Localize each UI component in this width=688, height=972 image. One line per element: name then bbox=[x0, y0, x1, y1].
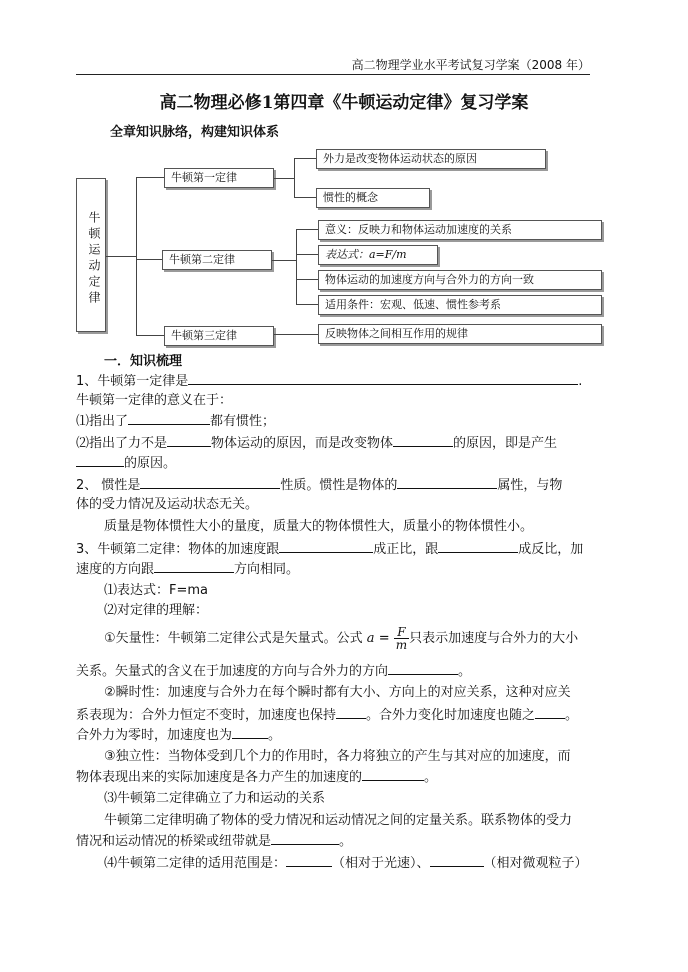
text-line: 体的受力情况及运动状态无关。 bbox=[76, 497, 259, 512]
fill-blank[interactable] bbox=[430, 852, 484, 867]
connector bbox=[136, 177, 164, 178]
connector bbox=[296, 229, 297, 305]
fill-blank[interactable] bbox=[362, 766, 424, 781]
fill-blank[interactable] bbox=[154, 558, 234, 573]
document-title: 高二物理必修1第四章《牛顿运动定律》复习学案 bbox=[159, 93, 529, 113]
section-subtitle: 全章知识脉络，构建知识体系 bbox=[110, 125, 280, 140]
law2-item-1: 意义：反映力和物体运动加速度的关系 bbox=[318, 220, 602, 240]
text-line: 3、牛顿第二定律：物体的加速度跟 成正比，跟 成反比，加 bbox=[76, 538, 616, 561]
fill-blank[interactable] bbox=[393, 432, 453, 447]
text-line: ⑴表达式：F=ma bbox=[104, 583, 209, 598]
text-line: 牛顿第一定律的意义在于： bbox=[76, 393, 233, 408]
fill-blank[interactable] bbox=[188, 370, 578, 385]
text-line: ⑷牛顿第二定律的适用范围是： （相对于光速）、 （相对微观粒子） bbox=[104, 852, 644, 875]
text-line: 速度的方向跟 方向相同。 bbox=[76, 558, 616, 581]
text-line: 关系。矢量式的含义在于加速度的方向与合外力的方向 。 bbox=[76, 660, 616, 683]
law3-item-1: 反映物体之间相互作用的规律 bbox=[318, 324, 602, 344]
text-line: 质量是物体惯性大小的量度，质量大的物体惯性大，质量小的物体惯性小。 bbox=[104, 519, 534, 534]
connector bbox=[294, 158, 316, 159]
law2-item-3: 物体运动的加速度方向与合外力的方向一致 bbox=[318, 270, 602, 290]
text-line: ⑴指出了 都有惯性； bbox=[76, 410, 616, 433]
fill-blank[interactable] bbox=[76, 452, 124, 467]
fill-blank[interactable] bbox=[232, 724, 268, 739]
connector bbox=[274, 334, 318, 335]
fill-blank[interactable] bbox=[397, 474, 497, 489]
law2-item-2: 表达式：a=F/m bbox=[318, 245, 438, 265]
law1-item-1: 外力是改变物体运动状态的原因 bbox=[316, 149, 546, 169]
text-line: 的原因。 bbox=[76, 452, 616, 475]
law1-item-2: 惯性的概念 bbox=[316, 188, 430, 208]
formula-fraction: $\frac{F}{m}$ bbox=[395, 625, 408, 652]
text-line: 2、 惯性是 性质。惯性是物体的 属性，与物 bbox=[76, 474, 616, 497]
fill-blank[interactable] bbox=[286, 852, 332, 867]
connector bbox=[136, 177, 137, 335]
text-line: 系表现为：合外力恒定不变时，加速度也保持 。合外力变化时加速度也随之 。 bbox=[76, 704, 616, 727]
connector bbox=[296, 254, 318, 255]
connector bbox=[294, 197, 316, 198]
connector bbox=[294, 158, 295, 198]
fill-blank[interactable] bbox=[535, 704, 565, 719]
formula-equals: = bbox=[378, 631, 390, 646]
connector bbox=[274, 178, 294, 179]
text-line: ⑵指出了力不是 物体运动的原因，而是改变物体 的原因，即是产生 bbox=[76, 432, 616, 455]
diagram-root: 牛顿运动定律 bbox=[76, 178, 106, 332]
fill-blank[interactable] bbox=[336, 704, 366, 719]
connector bbox=[296, 304, 318, 305]
fill-blank[interactable] bbox=[271, 830, 339, 845]
connector bbox=[136, 259, 162, 260]
connector bbox=[136, 335, 164, 336]
fill-blank[interactable] bbox=[438, 538, 518, 553]
text-line: ①矢量性：牛顿第二定律公式是矢量式。公式 a = $\frac{F}{m}$ 只表示加速度与合外力的大小 bbox=[104, 625, 579, 652]
fill-blank[interactable] bbox=[128, 410, 210, 425]
text-line: 情况和运动情况的桥梁或纽带就是 。 bbox=[76, 830, 616, 853]
law2-item-4: 适用条件：宏观、低速、惯性参考系 bbox=[318, 295, 602, 315]
fill-blank[interactable] bbox=[388, 660, 458, 675]
fill-blank[interactable] bbox=[167, 432, 211, 447]
section-heading: 一．知识梳理 bbox=[104, 354, 183, 369]
law3-box: 牛顿第三定律 bbox=[164, 326, 274, 346]
text-line: ②瞬时性：加速度与合外力在每个瞬时都有大小、方向上的对应关系，这种对应关 bbox=[104, 685, 571, 700]
page-header: 高二物理学业水平考试复习学案（2008 年） bbox=[76, 56, 590, 75]
fill-blank[interactable] bbox=[140, 474, 280, 489]
connector bbox=[272, 260, 296, 261]
text-line: ⑵对定律的理解： bbox=[104, 603, 209, 618]
text-line: 牛顿第二定律明确了物体的受力情况和运动情况之间的定量关系。联系物体的受力 bbox=[104, 813, 573, 828]
connector bbox=[296, 279, 318, 280]
text-line: ⑶牛顿第二定律确立了力和运动的关系 bbox=[104, 791, 326, 806]
text-line: ③独立性：当物体受到几个力的作用时，各力将独立的产生与其对应的加速度，而 bbox=[104, 749, 571, 764]
law2-box: 牛顿第二定律 bbox=[162, 250, 272, 270]
law1-box: 牛顿第一定律 bbox=[164, 168, 274, 188]
text-line: 物体表现出来的实际加速度是各力产生的加速度的 。 bbox=[76, 766, 616, 789]
fill-blank[interactable] bbox=[279, 538, 373, 553]
text-line: 1、牛顿第一定律是 . bbox=[76, 370, 616, 393]
text-line: 合外力为零时，加速度也为 。 bbox=[76, 724, 616, 747]
formula-variable: a bbox=[366, 631, 375, 646]
connector bbox=[106, 256, 136, 257]
connector bbox=[296, 229, 318, 230]
